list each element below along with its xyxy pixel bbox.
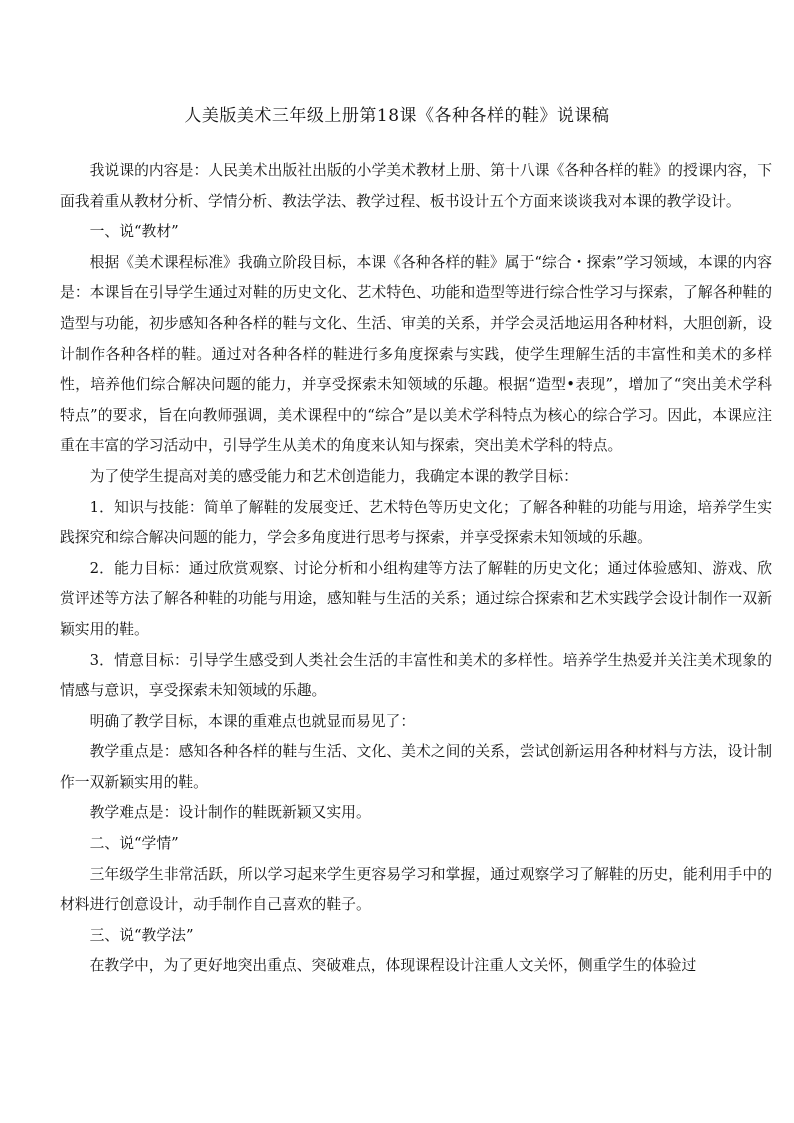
paragraph-goal-knowledge: 1．知识与技能：简单了解鞋的发展变迁、艺术特色等历史文化；了解各种鞋的功能与用途，培养学生实践探究和综合解决问题的能力，学会多角度进行思考与探索，并享受探索未知领域的乐趣。	[60, 498, 772, 547]
document-body	[60, 156, 772, 982]
section-heading-textbook: 一、说“教材”	[89, 223, 179, 241]
paragraph-teaching-method: 在教学中，为了更好地突出重点、突破难点，体现课程设计注重人文关怀，侧重学生的体验过	[89, 957, 697, 975]
paragraph-key-point: 教学重点是：感知各种各样的鞋与生活、文化、美术之间的关系，尝试创新运用各种材料与方法，设计制作一双新颖实用的鞋。	[60, 743, 772, 791]
paragraph-goal-ability: 2．能力目标：通过欣赏观察、讨论分析和小组构建等方法了解鞋的历史文化；通过体验感知、游戏、欣赏评述等方法了解各种鞋的功能与用途，感知鞋与生活的关系；通过综合探索和艺术实践学会设计制作一双新颖实用的鞋。	[60, 559, 772, 638]
paragraph-intro: 我说课的内容是：人民美术出版社出版的小学美术教材上册、第十八课《各种各样的鞋》的授课内容，下面我着重从教材分析、学情分析、教法学法、教学过程、板书设计五个方面来谈谈我对本课的教学设计。	[60, 162, 772, 210]
section-heading-teaching-method: 三、说“教学法”	[89, 926, 194, 944]
paragraph-textbook-analysis: 根据《美术课程标准》我确立阶段目标，本课《各种各样的鞋》属于“综合・探索”学习领域，本课的内容是：本课旨在引导学生通过对鞋的历史文化、艺术特色、功能和造型等进行综合性学习与探索，了解各种鞋的造型与功能，初步感知各种各样的鞋与文化、生活、审美的关系，并学会灵活地运用各种材料，大胆创新，设计制作各种各样的鞋。通过对各种各样的鞋进行多角度探索与实践，使学生理解生活的丰富性和美术的多样性，培养他们综合解决问题的能力，并享受探索未知领域的乐趣。根据“造型•表现”，增加了“突出美术学科特点”的要求，旨在向教师强调，美术课程中的“综合”是以美术学科特点为核心的综合学习。因此，本课应注重在丰富的学习活动中，引导学生从美术的角度来认知与探索，突出美术学科的特点。	[60, 253, 772, 455]
section-heading-students: 二、说“学情”	[89, 835, 179, 853]
paragraph-difficult-point: 教学难点是：设计制作的鞋既新颖又实用。	[89, 804, 371, 822]
paragraph-students: 三年级学生非常活跃，所以学习起来学生更容易学习和掌握，通过观察学习了解鞋的历史，能利用手中的材料进行创意设计，动手制作自己喜欢的鞋子。	[60, 865, 772, 914]
document-title: 人美版美术三年级上册第18课《各种各样的鞋》说课稿	[184, 106, 610, 126]
paragraph-goal-emotion: 3．情意目标：引导学生感受到人类社会生活的丰富性和美术的多样性。培养学生热爱并关注美术现象的情感与意识，享受探索未知领域的乐趣。	[60, 651, 772, 700]
paragraph-goals-intro: 为了使学生提高对美的感受能力和艺术创造能力，我确定本课的教学目标：	[89, 467, 578, 485]
paragraph-key-points-intro: 明确了教学目标，本课的重难点也就显而易见了：	[89, 712, 416, 730]
